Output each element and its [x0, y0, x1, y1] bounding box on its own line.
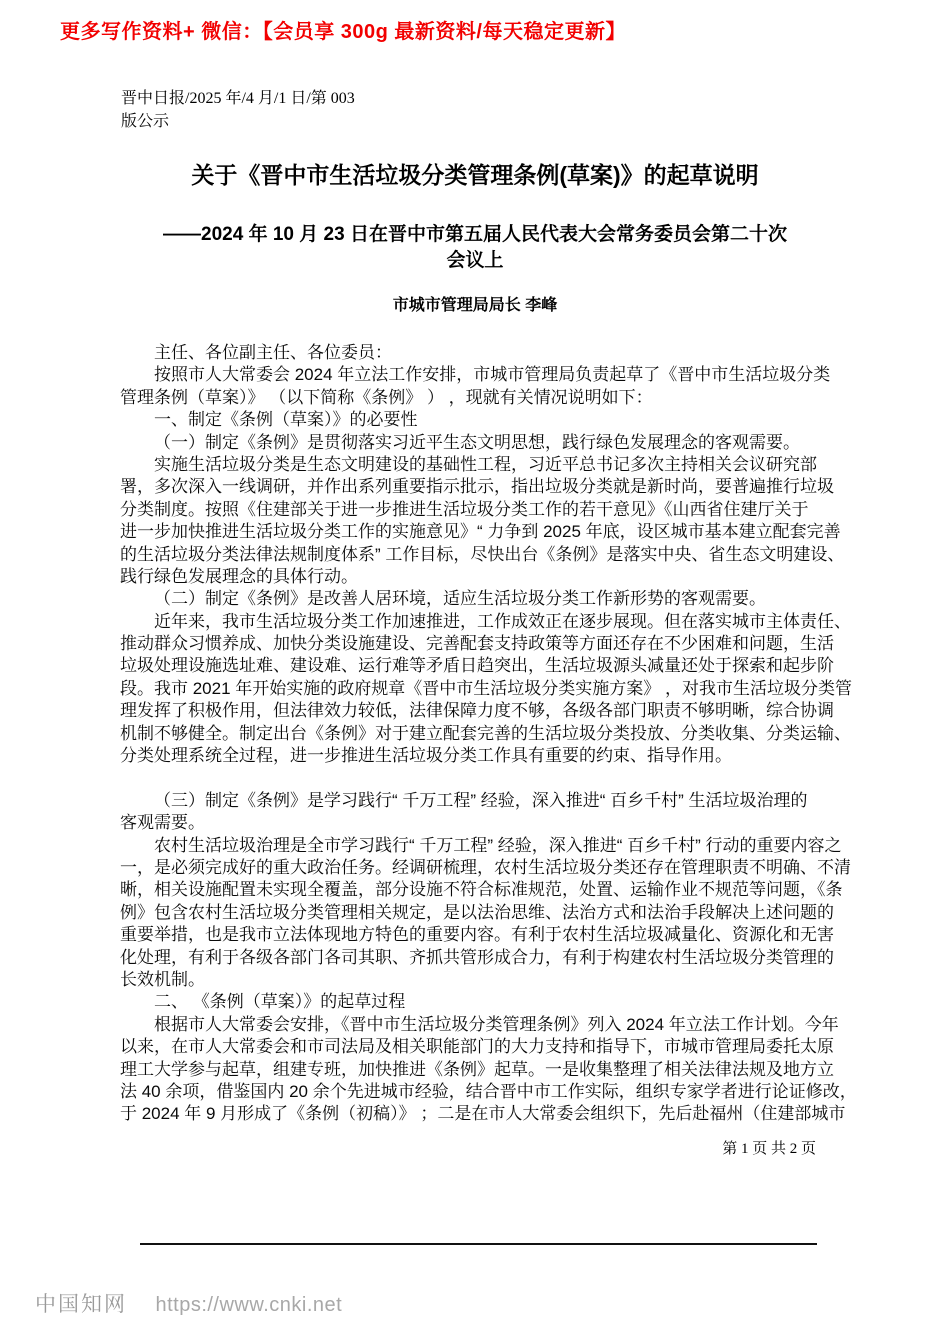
document-body: [120, 342, 857, 1126]
body-line: 署，多次深入一线调研，并作出系列重要指示批示，指出垃圾分类就是新时尚，要普遍推行垃圾: [120, 477, 834, 497]
body-line: 一、制定《条例（草案）》的必要性: [154, 410, 418, 430]
article-subtitle-line-1: ——2024 年 10 月 23 日在晋中市第五届人民代表大会常务委员会第二十次: [163, 224, 787, 245]
body-line: 于 2024 年 9 月形成了《条例（初稿）》 ；二是在市人大常委会组织下，先后赴福州（住建部城市: [120, 1104, 846, 1124]
body-line: 垃圾处理设施选址难、建设难、运行难等矛盾日趋突出，生活垃圾源头减量还处于探索和起步阶: [120, 656, 834, 676]
body-line: 根据市人大常委会安排，《晋中市生活垃圾分类管理条例》列入 2024 年立法工作计划。今年: [154, 1014, 839, 1034]
body-line: 实施生活垃圾分类是生态文明建设的基础性工程，习近平总书记多次主持相关会议研究部: [154, 454, 817, 474]
body-line: 化处理，有利于各级各部门各司其职、齐抓共管形成合力，有利于构建农村生活垃圾分类管理的: [120, 947, 834, 967]
source-header-line-2: 版公示: [121, 112, 170, 130]
body-line: 分类制度。按照《住建部关于进一步推进生活垃圾分类工作的若干意见》《山西省住建厅关于: [120, 499, 809, 519]
source-header: [121, 88, 355, 133]
body-line: 推动群众习惯养成、加快分类设施建设、完善配套支持政策等方面还存在不少困难和问题，生活: [120, 634, 834, 654]
body-line: 理发挥了积极作用，但法律效力较低，法律保障力度不够，各级各部门职责不够明晰，综合协调: [120, 701, 834, 721]
body-line: 按照市人大常委会 2024 年立法工作安排，市城市管理局负责起草了《晋中市生活垃圾分类: [154, 365, 831, 385]
body-line: 以来，在市人大常委会和市司法局及相关职能部门的大力支持和指导下，市城市管理局委托太原: [120, 1037, 834, 1057]
article-subtitle-line-2: 会议上: [446, 250, 504, 271]
body-line: 理工大学参与起草，组建专班，加快推进《条例》起草。一是收集整理了相关法律法规及地方立: [120, 1059, 834, 1079]
body-line: 机制不够健全。制定出台《条例》对于建立配套完善的生活垃圾分类投放、分类收集、分类运输、: [120, 723, 851, 743]
body-line: （一）制定《条例》是贯彻落实习近平生态文明思想，践行绿色发展理念的客观需要。: [154, 432, 800, 452]
body-line: 管理条例（草案）》 （以下简称《条例》 ） ，现就有关情况说明如下：: [120, 387, 653, 407]
cnki-url: https://www.cnki.net: [155, 1294, 343, 1316]
body-line: （三）制定《条例》是学习践行“ 千万工程” 经验，深入推进“ 百乡千村” 生活垃圾治理的: [154, 790, 808, 810]
body-line: 法 40 余项，借鉴国内 20 余个先进城市经验，结合晋中市工作实际，组织专家学者进行论证修改，: [120, 1081, 857, 1101]
body-line: 践行绿色发展理念的具体行动。: [120, 566, 358, 586]
article-subtitle: [0, 222, 950, 274]
article-title: 关于《晋中市生活垃圾分类管理条例(草案)》的起草说明: [191, 162, 759, 188]
body-line: 客观需要。: [120, 813, 205, 833]
body-line: 一，是必须完成好的重大政治任务。经调研梳理，农村生活垃圾分类还存在管理职责不明确、不清: [120, 857, 851, 877]
source-header-line-1: 晋中日报/2025 年/4 月/1 日/第 003: [121, 90, 355, 107]
body-line: 长效机制。: [120, 969, 205, 989]
body-line: 晰，相关设施配置未实现全覆盖，部分设施不符合标准规范，处置、运输作业不规范等问题，《条: [120, 880, 843, 900]
body-line: 二、 《条例（草案）》的起草过程: [154, 992, 406, 1012]
body-line: 分类处理系统全过程，进一步推进生活垃圾分类工作具有重要的约束、指导作用。: [120, 746, 732, 766]
footer-divider: [140, 1243, 817, 1245]
page-indicator: 第 1 页 共 2 页: [722, 1141, 816, 1157]
cnki-watermark: [35, 1288, 342, 1318]
cnki-logo: 中国知网: [35, 1293, 127, 1316]
body-blank-line: [120, 767, 836, 789]
body-line: 段。我市 2021 年开始实施的政府规章《晋中市生活垃圾分类实施方案》 ，对我市生活垃圾分类管: [120, 678, 852, 698]
body-line: 例》包含农村生活垃圾分类管理相关规定，是以法治思维、法治方式和法治手段解决上述问题的: [120, 902, 834, 922]
body-line: （二）制定《条例》是改善人居环境，适应生活垃圾分类工作新形势的客观需要。: [154, 589, 766, 609]
promo-banner: 更多写作资料+ 微信：【会员享 300g 最新资料/每天稳定更新】: [60, 21, 626, 43]
body-line: 近年来，我市生活垃圾分类工作加速推进，工作成效正在逐步展现。但在落实城市主体责任、: [154, 611, 851, 631]
article-author: 市城市管理局局长 李峰: [392, 297, 558, 314]
body-line: 的生活垃圾分类法律法规制度体系” 工作目标，尽快出台《条例》是落实中央、省生态文明建设、: [120, 544, 845, 564]
body-line: 重要举措，也是我市立法体现地方特色的重要内容。有利于农村生活垃圾减量化、资源化和无害: [120, 925, 834, 945]
body-line: 农村生活垃圾治理是全市学习践行“ 千万工程” 经验，深入推进“ 百乡千村” 行动的重要内容之: [154, 835, 842, 855]
body-line: 进一步加快推进生活垃圾分类工作的实施意见》“ 力争到 2025 年底，设区城市基本建立配套完善: [120, 522, 841, 542]
body-line: 主任、各位副主任、各位委员：: [154, 343, 392, 362]
